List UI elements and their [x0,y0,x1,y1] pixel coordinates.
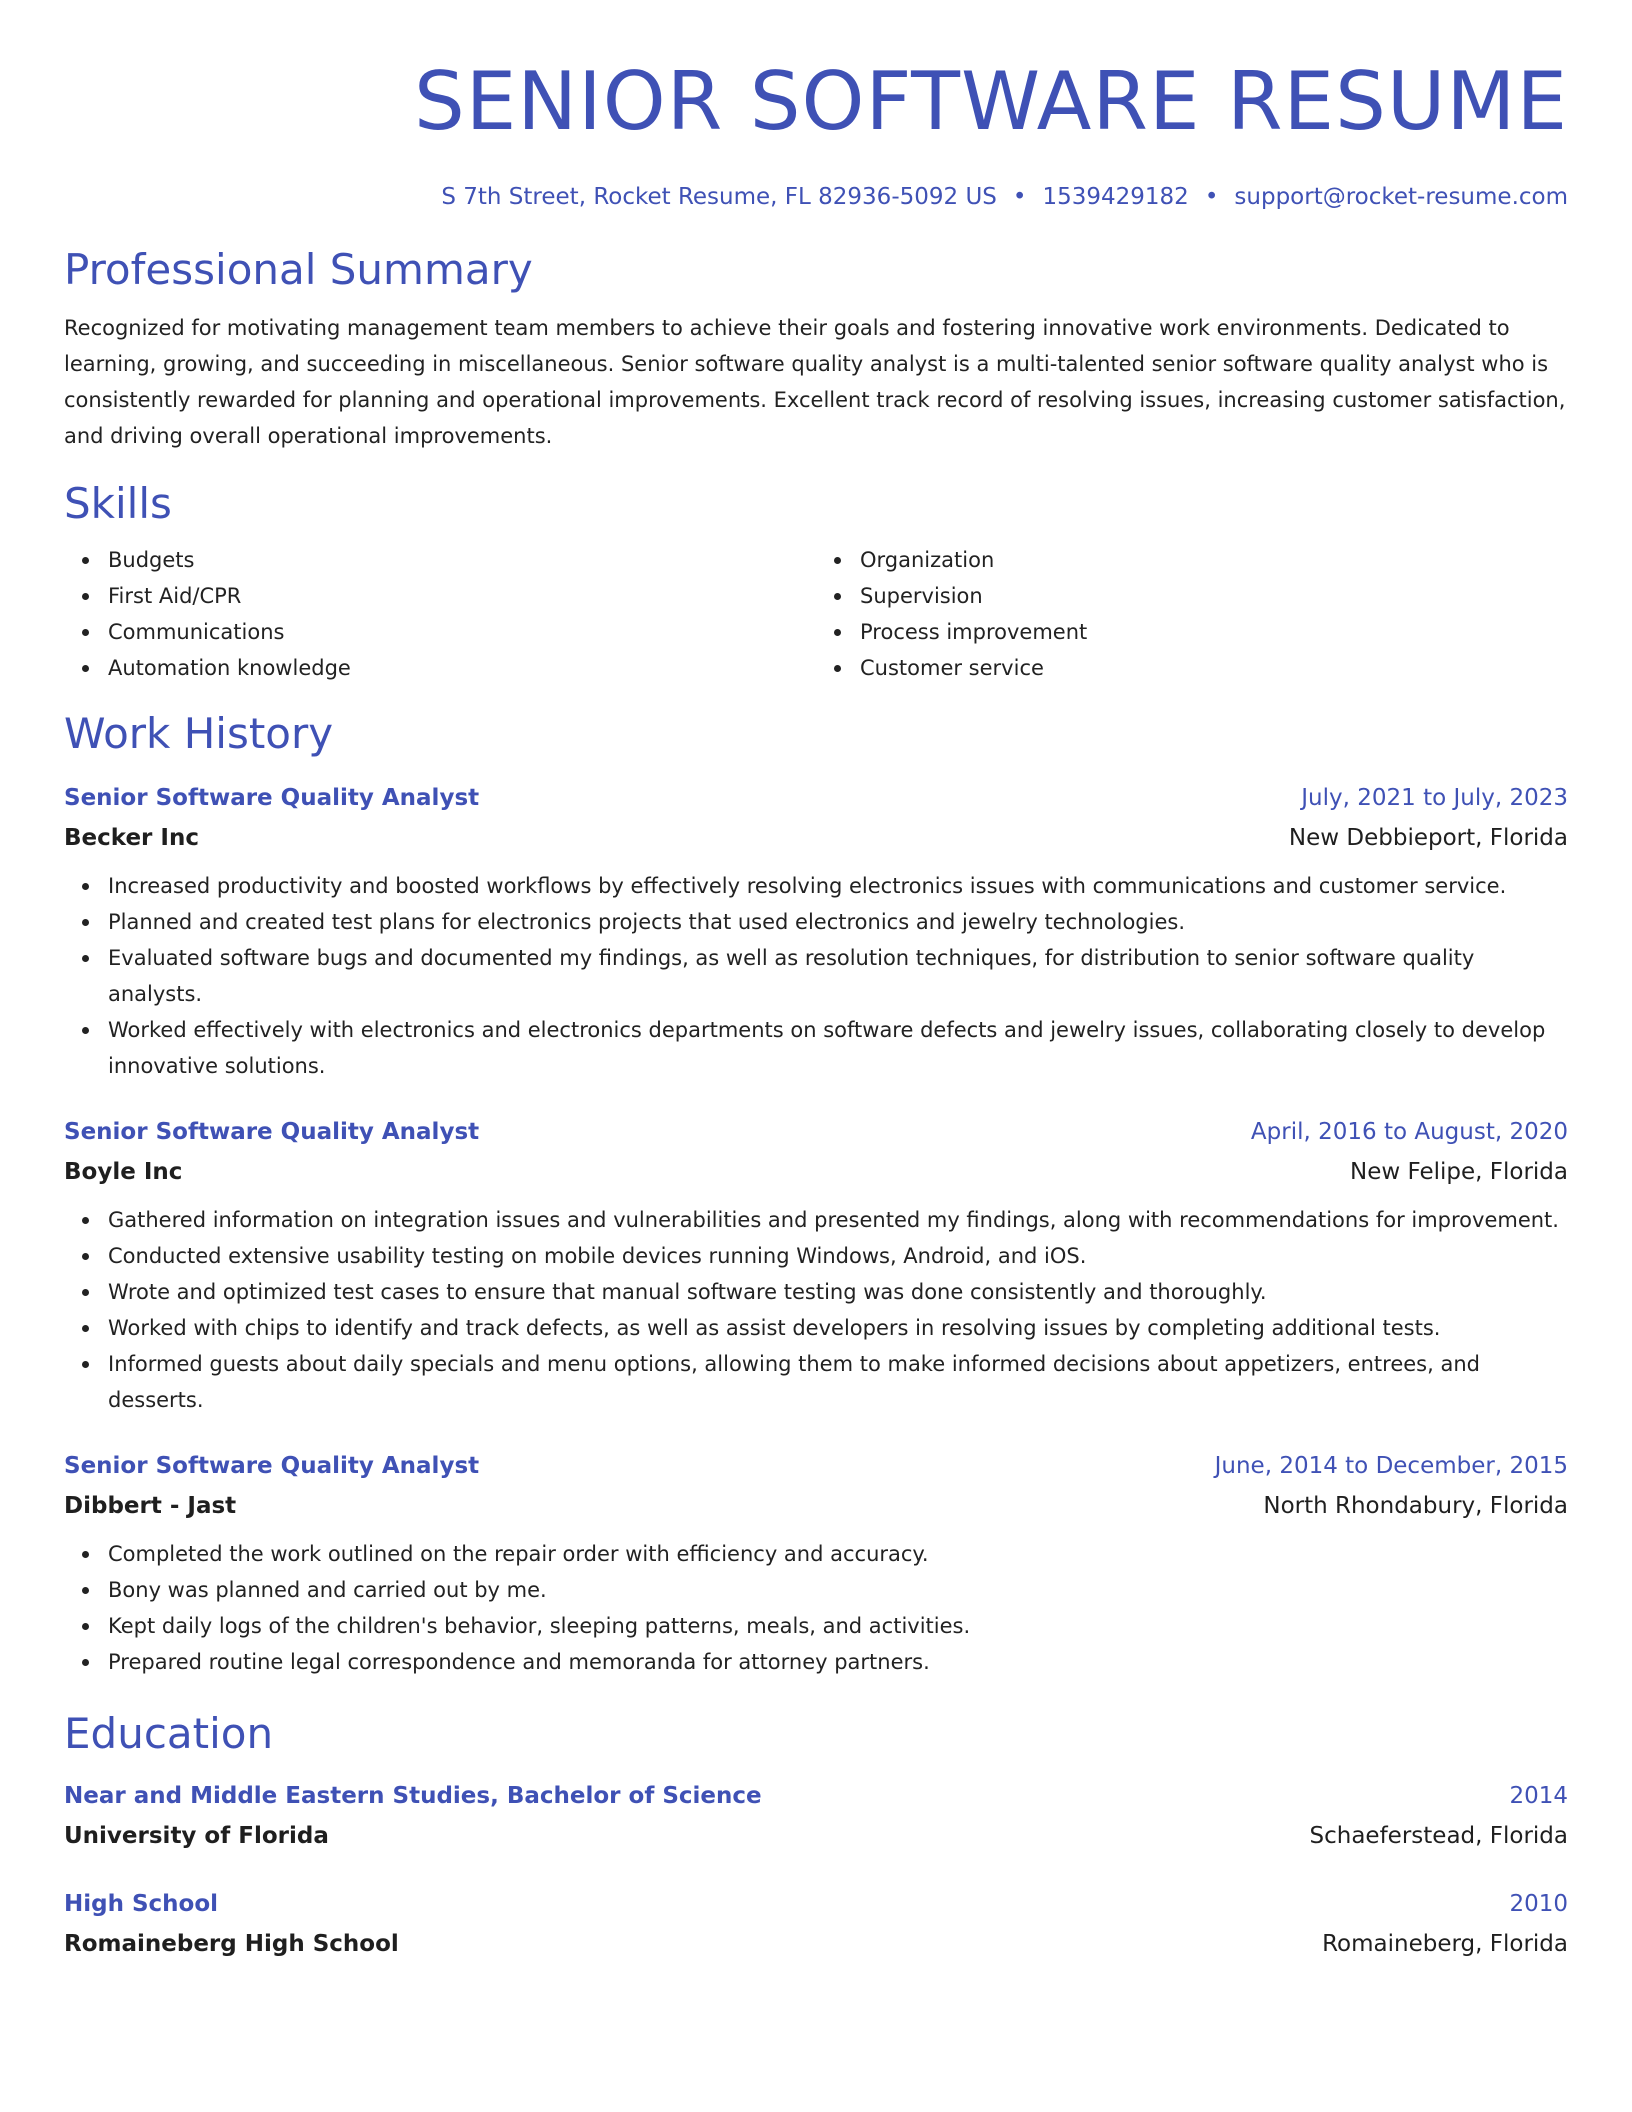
education-year: 2014 [1509,1783,1568,1809]
job-bullets [64,1202,1568,1418]
skill-item: Customer service [860,650,1568,686]
job-entry [64,778,1568,1084]
skill-item: First Aid/CPR [108,578,816,614]
skill-item: Supervision [860,578,1568,614]
job-entry [64,1446,1568,1680]
section-heading-summary: Professional Summary [64,245,533,294]
education-subheader [64,1816,1568,1856]
job-location: New Felipe, Florida [1350,1159,1568,1185]
job-bullet: Completed the work outlined on the repair order with efficiency and accuracy. [108,1536,1568,1572]
contact-line [64,182,1568,212]
job-dates: April, 2016 to August, 2020 [1250,1119,1568,1145]
job-subheader [64,1486,1568,1526]
section-heading-education: Education [64,1709,274,1758]
education-year: 2010 [1509,1891,1568,1917]
job-location: New Debbieport, Florida [1288,825,1568,851]
job-company: Boyle Inc [64,1159,183,1185]
skill-item: Budgets [108,542,816,578]
contact-email: support@rocket-resume.com [1234,184,1568,210]
section-heading-skills: Skills [64,479,172,528]
job-bullets [64,868,1568,1084]
job-subheader [64,818,1568,858]
skills-list [64,542,1568,686]
job-header [64,1446,1568,1486]
education-subheader [64,1924,1568,1964]
job-company: Becker Inc [64,825,199,851]
job-role: Senior Software Quality Analyst [64,785,480,811]
job-bullet: Kept daily logs of the children's behavior, sleeping patterns, meals, and activities. [108,1608,1568,1644]
job-entry [64,1112,1568,1418]
job-bullet: Conducted extensive usability testing on mobile devices running Windows, Android, and iOS. [108,1238,1568,1274]
job-bullet: Planned and created test plans for electronics projects that used electronics and jewelry technologies. [108,904,1568,940]
resume-title: SENIOR SOFTWARE RESUME [413,55,1568,148]
skill-item: Process improvement [860,614,1568,650]
skill-item: Automation knowledge [108,650,816,686]
education-degree: Near and Middle Eastern Studies, Bachelor of Science [64,1783,762,1809]
job-dates: July, 2021 to July, 2023 [1301,785,1568,811]
contact-address: S 7th Street, Rocket Resume, FL 82936-5092 US [441,184,997,210]
education-entry [64,1776,1568,1856]
skills-column-left [64,542,816,686]
education-location: Romaineberg, Florida [1322,1931,1568,1957]
job-bullet: Wrote and optimized test cases to ensure that manual software testing was done consistently and thoroughly. [108,1274,1568,1310]
education-degree: High School [64,1891,219,1917]
job-bullet: Bony was planned and carried out by me. [108,1572,1568,1608]
education-location: Schaeferstead, Florida [1309,1823,1568,1849]
section-heading-work: Work History [64,709,334,758]
education-header [64,1884,1568,1924]
job-bullet: Increased productivity and boosted workflows by effectively resolving electronics issues with communications and customer service. [108,868,1568,904]
skills-column-right [816,542,1568,686]
job-bullet: Worked effectively with electronics and electronics departments on software defects and jewelry issues, collaborating closely to develop innovative solutions. [108,1012,1568,1084]
job-bullets [64,1536,1568,1680]
job-location: North Rhondabury, Florida [1263,1493,1568,1519]
job-bullet: Informed guests about daily specials and menu options, allowing them to make informed decisions about appetizers, entrees, and desserts. [108,1346,1568,1418]
job-dates: June, 2014 to December, 2015 [1214,1453,1568,1479]
skill-item: Organization [860,542,1568,578]
job-header [64,1112,1568,1152]
job-bullet: Worked with chips to identify and track defects, as well as assist developers in resolving issues by completing additional tests. [108,1310,1568,1346]
job-company: Dibbert - Jast [64,1493,237,1519]
contact-phone: 1539429182 [1042,184,1189,210]
contact-separator: • [1204,184,1219,210]
job-role: Senior Software Quality Analyst [64,1119,480,1145]
education-school: University of Florida [64,1823,329,1849]
job-header [64,778,1568,818]
job-subheader [64,1152,1568,1192]
education-header [64,1776,1568,1816]
job-bullet: Gathered information on integration issues and vulnerabilities and presented my findings, along with recommendations for improvement. [108,1202,1568,1238]
education-school: Romaineberg High School [64,1931,399,1957]
education-entry [64,1884,1568,1964]
contact-separator: • [1012,184,1027,210]
job-bullet: Prepared routine legal correspondence and memoranda for attorney partners. [108,1644,1568,1680]
job-bullet: Evaluated software bugs and documented my findings, as well as resolution techniques, for distribution to senior software quality analysts. [108,940,1568,1012]
job-role: Senior Software Quality Analyst [64,1453,480,1479]
summary-text: Recognized for motivating management team members to achieve their goals and fostering innovative work environments. Dedicated to learning, growing, and succeeding in miscellaneous. Senior software quality analyst is a multi-talented senior software quality analyst who is consistently rewarded for planning and operational improvements. Excellent track record of resolving issues, increasing customer satisfaction, and driving overall operational improvements. [64,316,1566,448]
skill-item: Communications [108,614,816,650]
